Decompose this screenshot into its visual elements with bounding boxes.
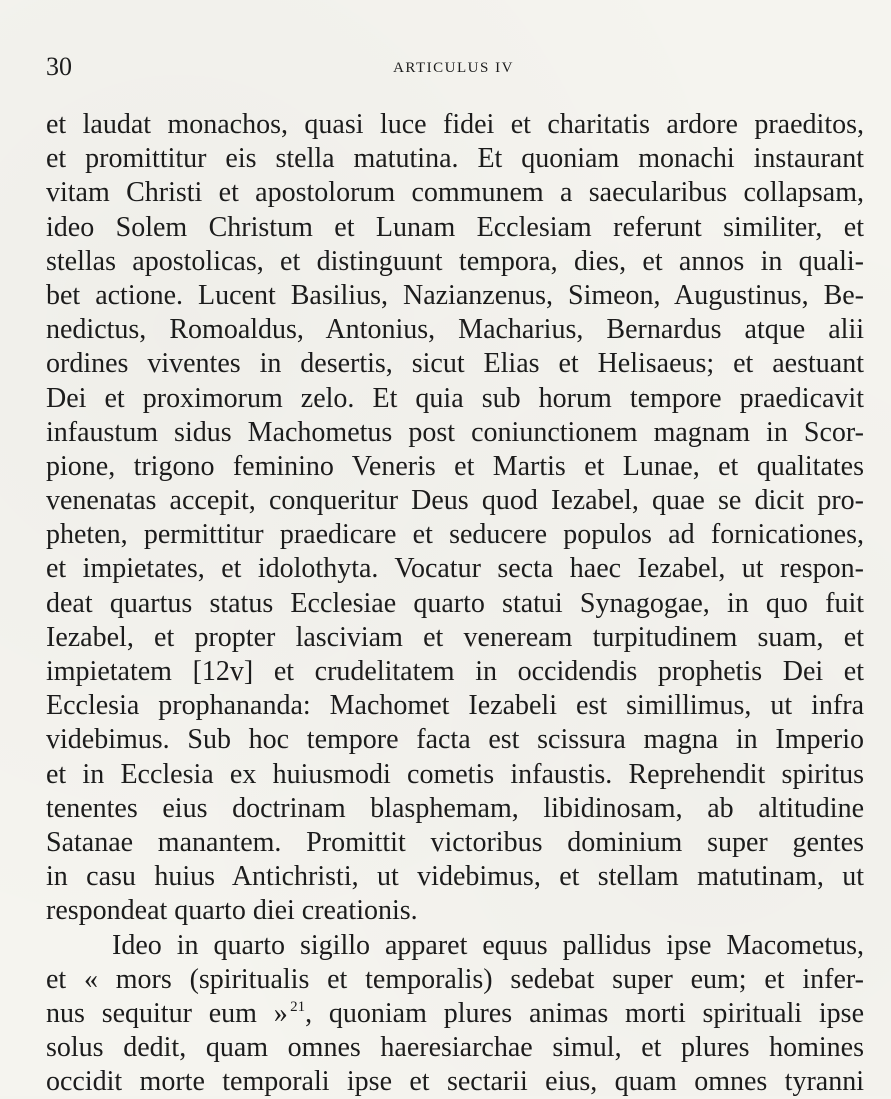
text-line: Ecclesia prophananda: Machomet Iezabeli est simillimus, ut infra (46, 690, 864, 722)
text-line: pione, trigono feminino Veneris et Martis et Lunae, et qualitates (46, 450, 864, 482)
running-head (46, 52, 861, 82)
text-line: et impietates, et idolothyta. Vocatur secta haec Iezabel, ut respon- (46, 553, 864, 585)
text-line: ordines viventes in desertis, sicut Elias et Helisaeus; et aestuant (46, 348, 864, 380)
text-segment: nus sequitur eum » (46, 997, 288, 1029)
running-title: ARTICULUS IV (393, 60, 514, 76)
text-line-paragraph-end: respondeat quarto diei creationis. (46, 895, 418, 927)
text-line: et « mors (spiritualis et temporalis) sedebat super eum; et infer- (46, 963, 864, 995)
text-line: et promittitur eis stella matutina. Et quoniam monachi instaurant (46, 143, 864, 175)
text-line: et in Ecclesia ex huiusmodi cometis infaustis. Reprehendit spiritus (46, 758, 864, 790)
text-line: et laudat monachos, quasi luce fidei et charitatis ardore praeditos, (46, 109, 864, 140)
text-segment: , quoniam plures animas morti spirituali ipse (305, 997, 864, 1029)
text-line: tenentes eius doctrinam blasphemam, libidinosam, ab altitudine (46, 792, 864, 824)
text-line: deat quartus status Ecclesiae quarto statui Synagogae, in quo fuit (46, 587, 864, 619)
text-line: stellas apostolicas, et distinguunt tempora, dies, et annos in quali- (46, 245, 864, 277)
text-line-paragraph-start: Ideo in quarto sigillo apparet equus pallidus ipse Macometus, (112, 929, 864, 961)
text-line: Dei et proximorum zelo. Et quia sub horum tempore praedicavit (46, 382, 864, 414)
text-line: pheten, permittitur praedicare et seducere populos ad fornicationes, (46, 519, 864, 551)
text-line: Iezabel, et propter lasciviam et veneream turpitudinem suam, et (46, 621, 864, 653)
footnote-marker: 21 (290, 998, 306, 1015)
text-line: venenatas accepit, conqueritur Deus quod Iezabel, quae se dicit pro- (46, 485, 864, 517)
page-number: 30 (46, 52, 72, 81)
text-line: videbimus. Sub hoc tempore facta est scissura magna in Imperio (46, 724, 864, 756)
text-line: solus dedit, quam omnes haeresiarchae simul, et plures homines (46, 1032, 864, 1064)
body-text (46, 108, 864, 1099)
text-line: bet actione. Lucent Basilius, Nazianzenus, Simeon, Augustinus, Be- (46, 279, 864, 311)
text-line: Satanae manantem. Promittit victoribus dominium super gentes (46, 826, 864, 858)
text-line: occidit morte temporali ipse et sectarii eius, quam omnes tyranni (46, 1066, 864, 1098)
text-line: infaustum sidus Machometus post coniunctionem magnam in Scor- (46, 416, 864, 448)
text-line: vitam Christi et apostolorum communem a saecularibus collapsam, (46, 177, 864, 209)
text-line-with-footnote (46, 997, 864, 1031)
text-line: nedictus, Romoaldus, Antonius, Macharius, Bernardus atque alii (46, 314, 864, 346)
text-line: in casu huius Antichristi, ut videbimus, et stellam matutinam, ut (46, 861, 864, 893)
text-line: impietatem [12v] et crudelitatem in occidendis prophetis Dei et (46, 656, 864, 687)
text-line: ideo Solem Christum et Lunam Ecclesiam referunt similiter, et (46, 211, 864, 243)
